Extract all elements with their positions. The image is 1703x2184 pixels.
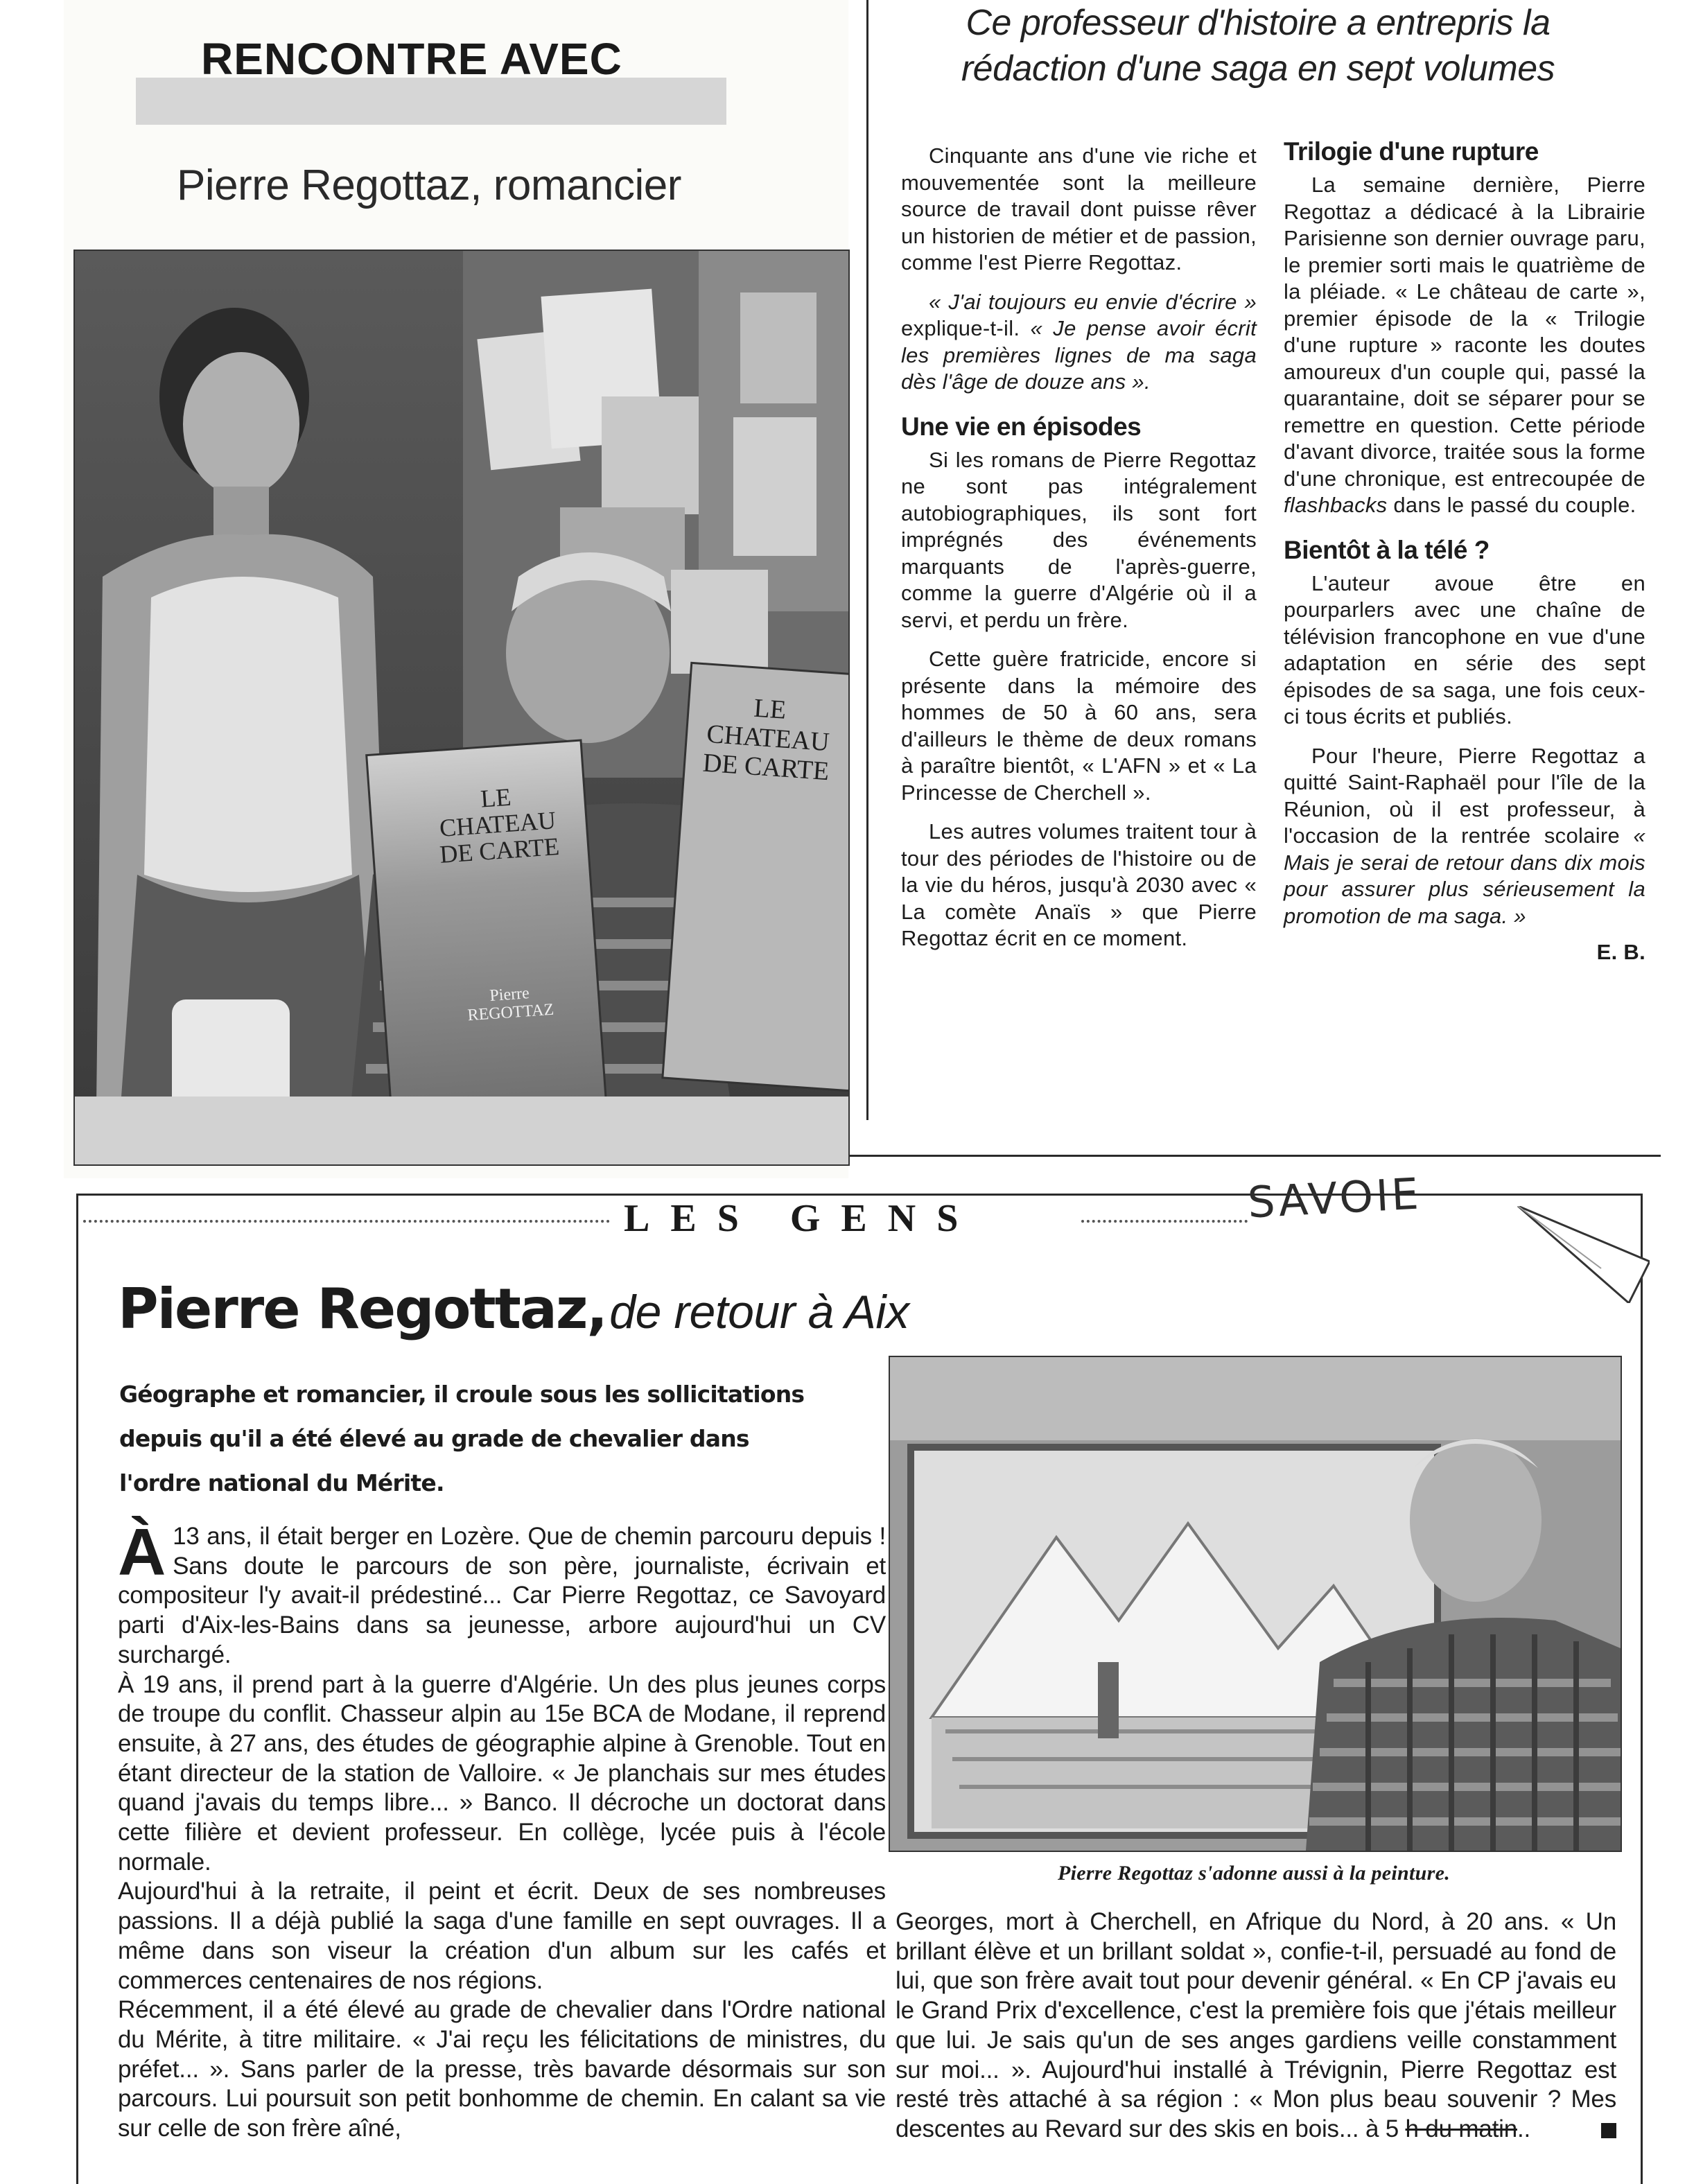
article-title: Pierre Regottaz, romancier bbox=[177, 161, 681, 209]
painting-photo bbox=[889, 1356, 1622, 1852]
handwritten-region: SAVOIE bbox=[1246, 1168, 1423, 1228]
photo-caption: Pierre Regottaz s'adonne aussi à la peinture. bbox=[1057, 1862, 1451, 1885]
subhead-tele: Bientôt à la télé ? bbox=[1284, 535, 1490, 564]
title-name: Pierre Regottaz, bbox=[118, 1277, 606, 1341]
book-front-title: LE CHATEAU DE CARTE bbox=[438, 783, 561, 868]
paragraph: Récemment, il a été élevé au grade de chevalier dans l'Ordre national du Mérite, à titre militaire. « J'ai reçu les félicitations de ministres, du préfet... ». Sans parler de la presse, très bavarde désormais sur son parcours. Lui poursuit son petit bonhomme de chemin. En calant sa vie sur celle de son frère aîné, bbox=[118, 1996, 886, 2142]
paragraph: L'auteur avoue être en pourparlers avec une chaîne de télévision francophone en vue d'une adaptation en série des sept épisodes de sa saga, une fois ceux-ci tous écrits et publiés. bbox=[1284, 570, 1645, 728]
paragraph: Cinquante ans d'une vie riche et mouvementée sont la meilleure source de travail dont puisse rêver un historien de métier et de passion, comme l'est Pierre Regottaz. bbox=[901, 143, 1257, 274]
bottom-title bbox=[118, 1277, 909, 1341]
column-1 bbox=[901, 143, 1257, 952]
painting-scene bbox=[890, 1357, 1621, 1851]
headline: Ce professeur d'histoire a entrepris la rédaction d'une saga en sept volumes bbox=[961, 3, 1555, 89]
paragraph: Georges, mort à Cherchell, en Afrique du Nord, à 20 ans. « Un brillant élève et un brillant soldat », confie-t-il, persuadé au fond de lui, que son frère avait tout pour devenir général. « En CP j'avais eu le Grand Prix d'excellence, c'est la première fois que j'étais meilleur que lui. Je sais qu'un de ses anges gardiens veille constamment sur moi... ». Aujourd'hui installé à Trévignin, Pierre Regottaz est resté très attaché à sa région : « Mon plus beau souvenir ? Mes descentes au Revard sur des skis en bois... à 5 h du matin.. bbox=[896, 1908, 1616, 2142]
paragraph: Pour l'heure, Pierre Regottaz a quitté Saint-Raphaël pour l'île de la Réunion, où il est professeur, à l'occasion de la rentrée scolaire « Mais je serai de retour dans dix mois pour assurer plus sérieusement la promotion de ma saga. » bbox=[1284, 743, 1645, 928]
book-back-title: LE CHATEAU DE CARTE bbox=[701, 693, 830, 787]
book-front-author: Pierre REGOTTAZ bbox=[466, 984, 555, 1025]
folded-corner bbox=[1511, 1206, 1650, 1303]
paragraph: À 19 ans, il prend part à la guerre d'Algérie. Un des plus jeunes corps de troupe du conflit. Chasseur alpin au 15e BCA de Modane, il reprend ensuite, à 27 ans, des études de géographie alpine à Grenoble. Tout en étant directeur de la station de Valloire. « Je planchais sur mes études quand j'avais du temps libre... » Banco. Il décroche un doctorat dans cette filière et devient professeur. En collège, lycée puis à l'école normale. bbox=[118, 1670, 886, 1876]
subhead-episodes: Une vie en épisodes bbox=[901, 412, 1142, 441]
paragraph-quote: « J'ai toujours eu envie d'écrire » explique-t-il. « Je pense avoir écrit les premières lignes de ma saga dès l'âge de douze ans ». bbox=[901, 289, 1257, 394]
bottom-rule-right bbox=[850, 1155, 1661, 1157]
paragraph: Les autres volumes traitent tour à tour des périodes de l'histoire ou de la vie du héros, jusqu'à 2030 avec « La comète Anaïs » que Pierre Regottaz écrit en ce moment. bbox=[901, 819, 1257, 950]
column-2 bbox=[1284, 136, 1645, 966]
section-label: LES GENS bbox=[624, 1197, 979, 1240]
dropcap: À bbox=[118, 1515, 166, 1589]
title-rest: de retour à Aix bbox=[609, 1286, 909, 1338]
paragraph: La semaine dernière, Pierre Regottaz a dédicacé à la Librairie Parisienne son dernier ouvrage paru, le premier sorti mais le quatrième de la pléiade. « Le château de carte », premier épisode de la « Trilogie d'une rupture » raconte les doutes amoureux d'un couple qui, passé la quarantaine, doit se séparer pour se remettre en question. Cette période d'avant divorce, traitée sous la forme d'une chronique, est entrecoupée de flashbacks dans le passé du couple. bbox=[1284, 173, 1645, 517]
end-mark bbox=[1601, 2123, 1616, 2138]
paragraph-dropcap: À 13 ans, il était berger en Lozère. Que de chemin parcouru depuis ! Sans doute le parcours de son père, journaliste, écrivain et compositeur l'y avait-il prédestiné... Car Pierre Regottaz, ce Savoyard parti d'Aix-les-Bains dans sa jeunesse, arbore aujourd'hui un CV surchargé. bbox=[118, 1515, 886, 1668]
subhead-trilogie: Trilogie d'une rupture bbox=[1284, 137, 1539, 166]
paragraph: Aujourd'hui à la retraite, il peint et écrit. Deux de ses nombreuses passions. Il a déjà publié la saga d'une famille en sept ouvrages. Il a même dans son viseur la création d'un album sur les cafés et commerces centenaires de nos régions. bbox=[118, 1878, 886, 1994]
bookstore-photo bbox=[73, 250, 850, 1166]
kicker: RENCONTRE AVEC bbox=[201, 34, 622, 84]
paragraph: Si les romans de Pierre Regottaz ne sont pas intégralement autobiographiques, ils sont fort imprégnés des événements marquants de l'après-guerre, comme la guerre d'Algérie où il a servi, et perdu un frère. bbox=[901, 447, 1257, 632]
paragraph: Cette guère fratricide, encore si présente dans la mémoire des hommes de 50 à 60 ans, sera d'ailleurs le thème de deux romans à paraître bientôt, « L'AFN » et « La Princesse de Cherchell ». bbox=[901, 647, 1257, 805]
section-dots-right bbox=[1081, 1220, 1248, 1223]
bottom-right-column bbox=[896, 1907, 1616, 2144]
bottom-left-column bbox=[118, 1515, 886, 2144]
column-rule-right bbox=[866, 0, 868, 1120]
kicker-banner bbox=[136, 78, 726, 125]
chapo: Géographe et romancier, il croule sous les sollicitations depuis qu'il a été élevé au grade de chevalier dans l'ordre national du Mérite. bbox=[119, 1381, 805, 1496]
signature: E. B. bbox=[1596, 940, 1645, 964]
section-dots bbox=[83, 1220, 610, 1223]
